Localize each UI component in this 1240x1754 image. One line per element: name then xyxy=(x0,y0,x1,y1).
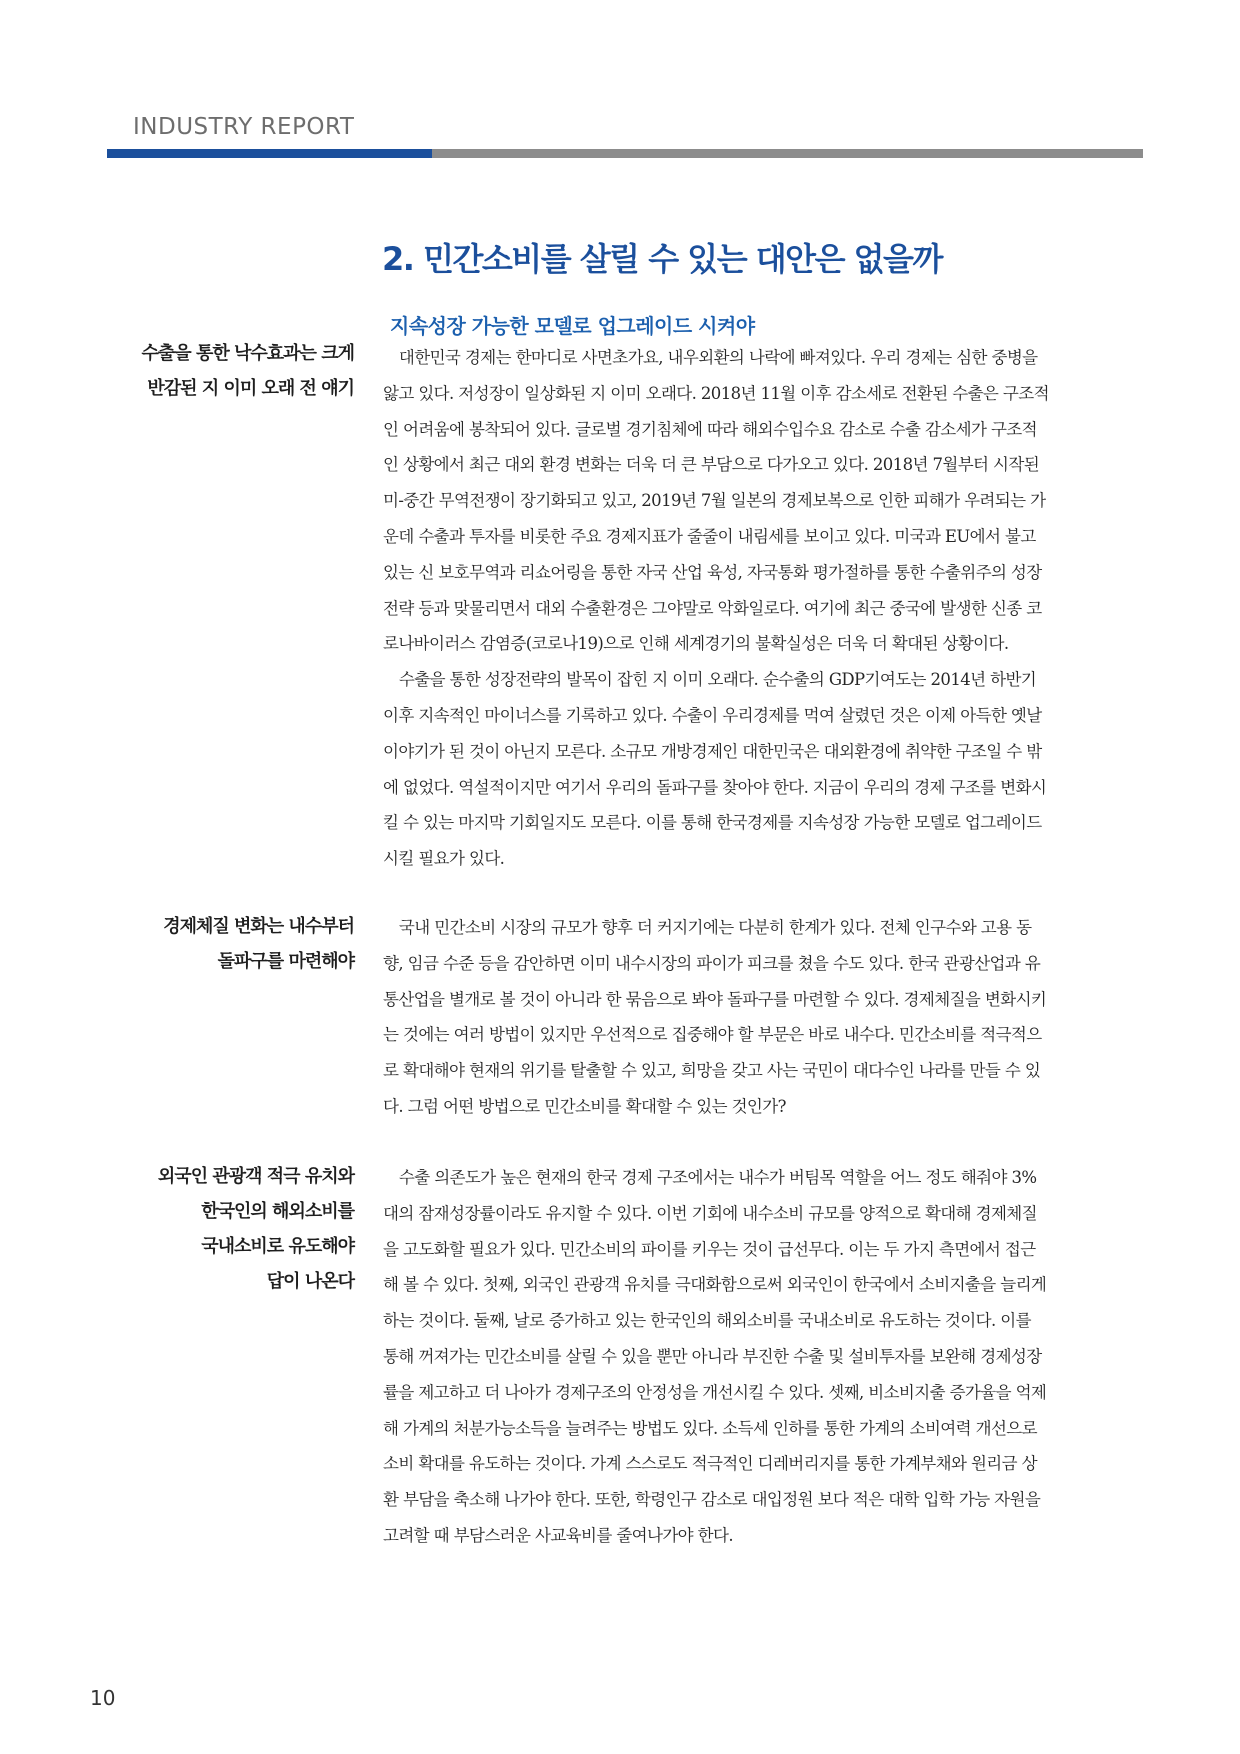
sidebar-note-line: 한국인의 해외소비를 xyxy=(201,1201,354,1222)
body-line: 전략 등과 맞물리면서 대외 수출환경은 그야말로 악화일로다. 여기에 최근 중국에 발생한 신종 코 xyxy=(383,598,1042,618)
body-line: 대의 잠재성장률이라도 유지할 수 있다. 이번 기회에 내수소비 규모를 양적으로 확대해 경제체질 xyxy=(383,1203,1037,1223)
body-line: 해 가계의 처분가능소득을 늘려주는 방법도 있다. 소득세 인하를 통한 가계의 소비여력 개선으로 xyxy=(383,1418,1037,1438)
body-line: 다. 그럼 어떤 방법으로 민간소비를 확대할 수 있는 것인가? xyxy=(383,1096,786,1116)
section-title: 2. 민간소비를 살릴 수 있는 대안은 없을까 xyxy=(382,240,942,278)
body-line: 인 어려움에 봉착되어 있다. 글로벌 경기침체에 따라 해외수입수요 감소로 수출 감소세가 구조적 xyxy=(383,419,1037,439)
sidebar-note-line: 수출을 통한 낙수효과는 크게 xyxy=(141,343,354,364)
body-block-2 xyxy=(383,910,1116,1125)
sidebar-note-2 xyxy=(114,909,354,979)
section-subheading: 지속성장 가능한 모델로 업그레이드 시켜야 xyxy=(390,314,755,338)
body-line: 률을 제고하고 더 나아가 경제구조의 안정성을 개선시킬 수 있다. 셋째, 비소비지출 증가율을 억제 xyxy=(383,1382,1047,1402)
body-line: 대한민국 경제는 한마디로 사면초가요, 내우외환의 나락에 빠져있다. 우리 경제는 심한 중병을 xyxy=(383,348,1038,367)
body-line: 소비 확대를 유도하는 것이다. 가계 스스로도 적극적인 디레버리지를 통한 가계부채와 원리금 상 xyxy=(383,1454,1037,1474)
page-number: 10 xyxy=(90,1686,116,1710)
body-line: 향, 임금 수준 등을 감안하면 이미 내수시장의 파이가 피크를 쳤을 수도 있다. 한국 관광산업과 유 xyxy=(383,953,1041,973)
body-line: 는 것에는 여러 방법이 있지만 우선적으로 집중해야 할 부문은 바로 내수다. 민간소비를 적극적으 xyxy=(383,1025,1042,1045)
sidebar-note-3 xyxy=(114,1159,354,1299)
body-line: 운데 수출과 투자를 비롯한 주요 경제지표가 줄줄이 내림세를 보이고 있다. 미국과 EU에서 불고 xyxy=(383,526,1036,546)
body-line: 이야기가 된 것이 아닌지 모른다. 소규모 개방경제인 대한민국은 대외환경에 취약한 구조일 수 밖 xyxy=(383,741,1042,761)
body-line: 환 부담을 축소해 나가야 한다. 또한, 학령인구 감소로 대입정원 보다 적은 대학 입학 가능 자원을 xyxy=(383,1490,1041,1510)
sidebar-note-line: 답이 나온다 xyxy=(266,1271,354,1292)
body-line: 통해 꺼져가는 민간소비를 살릴 수 있을 뿐만 아니라 부진한 수출 및 설비투자를 보완해 경제성장 xyxy=(383,1346,1042,1366)
sidebar-note-line: 외국인 관광객 적극 유치와 xyxy=(157,1166,354,1187)
body-line: 로나바이러스 감염증(코로나19)으로 인해 세계경기의 불확실성은 더욱 더 확대된 상황이다. xyxy=(383,634,1009,654)
body-line: 수출 의존도가 높은 현재의 한국 경제 구조에서는 내수가 버팀목 역할을 어느 정도 해줘야 3% xyxy=(383,1168,1037,1187)
body-line: 에 없었다. 역설적이지만 여기서 우리의 돌파구를 찾아야 한다. 지금이 우리의 경제 구조를 변화시 xyxy=(383,777,1047,797)
body-block-1 xyxy=(383,340,1116,877)
header-rule-accent xyxy=(107,149,432,158)
body-line: 해 볼 수 있다. 첫째, 외국인 관광객 유치를 극대화함으로써 외국인이 한국에서 소비지출을 늘리게 xyxy=(383,1275,1047,1295)
body-line: 시킬 필요가 있다. xyxy=(383,849,505,869)
sidebar-note-line: 반감된 지 이미 오래 전 얘기 xyxy=(147,378,354,399)
body-line: 킬 수 있는 마지막 기회일지도 모른다. 이를 통해 한국경제를 지속성장 가능한 모델로 업그레이드 xyxy=(383,813,1042,833)
body-line: 국내 민간소비 시장의 규모가 향후 더 커지기에는 다분히 한계가 있다. 전체 인구수와 고용 동 xyxy=(383,918,1032,937)
header-rule xyxy=(107,149,1143,158)
body-line: 통산업을 별개로 볼 것이 아니라 한 묶음으로 봐야 돌파구를 마련할 수 있다. 경제체질을 변화시키 xyxy=(383,989,1047,1009)
sidebar-note-line: 경제체질 변화는 내수부터 xyxy=(163,916,354,937)
sidebar-note-1 xyxy=(114,336,354,406)
sidebar-note-line: 돌파구를 마련해야 xyxy=(217,951,354,972)
body-line: 하는 것이다. 둘째, 날로 증가하고 있는 한국인의 해외소비를 국내소비로 유도하는 것이다. 이를 xyxy=(383,1311,1031,1331)
body-line: 앓고 있다. 저성장이 일상화된 지 이미 오래다. 2018년 11월 이후 감소세로 전환된 수출은 구조적 xyxy=(383,383,1049,403)
body-line: 고려할 때 부담스러운 사교육비를 줄여나가야 한다. xyxy=(383,1525,733,1545)
body-line: 수출을 통한 성장전략의 발목이 잡힌 지 이미 오래다. 순수출의 GDP기여도는 2014년 하반기 xyxy=(383,670,1037,690)
body-line: 미-중간 무역전쟁이 장기화되고 있고, 2019년 7월 일본의 경제보복으로 인한 피해가 우려되는 가 xyxy=(383,491,1046,511)
body-block-3 xyxy=(383,1160,1116,1554)
body-line: 을 고도화할 필요가 있다. 민간소비의 파이를 키우는 것이 급선무다. 이는 두 가지 측면에서 접근 xyxy=(383,1239,1036,1259)
body-line: 이후 지속적인 마이너스를 기록하고 있다. 수출이 우리경제를 먹여 살렸던 것은 이제 아득한 옛날 xyxy=(383,705,1042,725)
sidebar-note-line: 국내소비로 유도해야 xyxy=(201,1236,354,1257)
body-line: 있는 신 보호무역과 리쇼어링을 통한 자국 산업 육성, 자국통화 평가절하를 통한 수출위주의 성장 xyxy=(383,562,1042,582)
report-header-title: INDUSTRY REPORT xyxy=(133,114,355,140)
body-line: 로 확대해야 현재의 위기를 탈출할 수 있고, 희망을 갖고 사는 국민이 대다수인 나라를 만들 수 있 xyxy=(383,1061,1041,1081)
body-line: 인 상황에서 최근 대외 환경 변화는 더욱 더 큰 부담으로 다가오고 있다. 2018년 7월부터 시작된 xyxy=(383,455,1040,475)
